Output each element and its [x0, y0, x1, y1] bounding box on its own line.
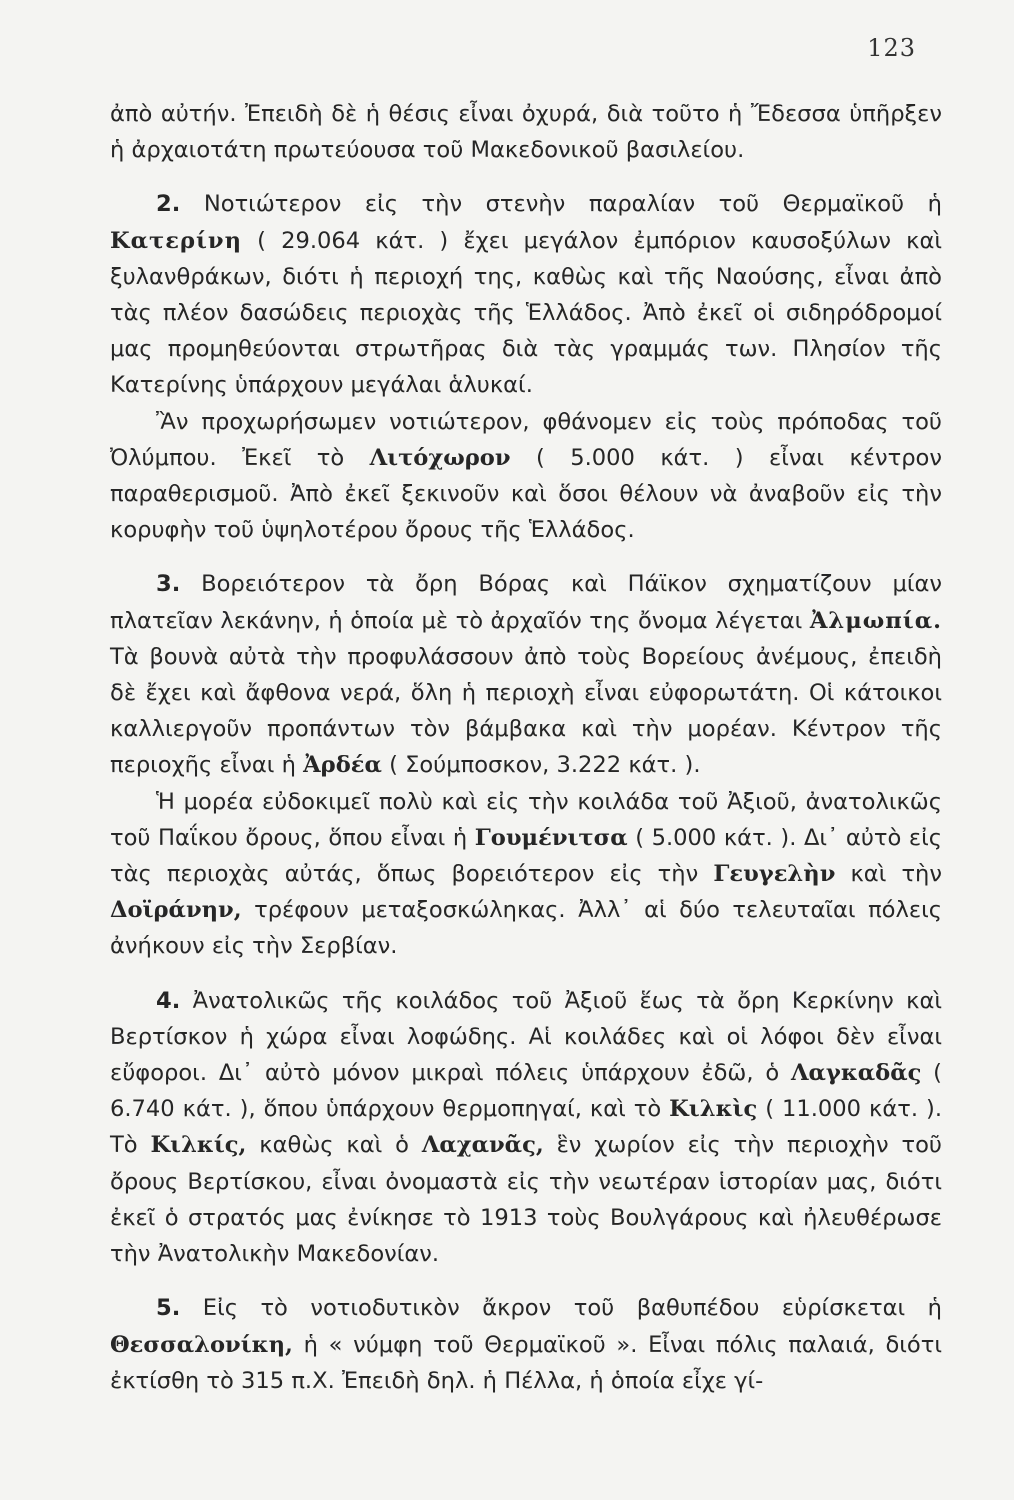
paragraph-continuation	[110, 96, 942, 168]
place-name-litochoro: Λιτόχωρον	[369, 444, 511, 471]
paragraph-2	[110, 186, 942, 403]
text-run: ἓν χωρίον εἰς τὴν περιοχὴν τοῦ ὄρους Βερτίσκου, εἶναι ὀνομαστὰ εἰς τὴν νεωτέραν ἱστορίαν μας, διότι ἐκεῖ ὁ στρατός μας ἐνίκησε τὸ 1913 τοὺς Βουλγάρους καὶ ἠλευθέρωσε τὴν Ἀνατολικὴν Μακεδονίαν.	[110, 1132, 942, 1268]
text-run: ( 6.740 κάτ. ), ὅπου ὑπάρχουν θερμοπηγαί, καὶ τὸ	[110, 1060, 942, 1123]
paragraph-4	[110, 983, 942, 1273]
place-name-thessaloniki: Θεσσαλονίκη,	[110, 1331, 293, 1358]
place-name-kilkis-2: Κιλκίς,	[150, 1132, 247, 1159]
place-name-katerini: Κατερίνη	[110, 227, 243, 254]
text-run: Νοτιώτερον εἰς τὴν στενὴν παραλίαν τοῦ Θερμαϊκοῦ ἡ	[180, 191, 942, 218]
place-name-lachanas: Λαχανᾶς,	[421, 1132, 544, 1159]
place-name-kilkis: Κιλκὶς	[669, 1096, 758, 1123]
paragraph-olympus	[110, 404, 942, 549]
text-run: Εἰς τὸ νοτιοδυτικὸν ἄκρον τοῦ βαθυπέδου εὑρίσκεται ἡ	[180, 1295, 942, 1322]
text-run: Τὰ βουνὰ αὐτὰ τὴν προφυλάσσουν ἀπὸ τοὺς Βορείους ἀνέμους, ἐπειδὴ δὲ ἔχει καὶ ἄφθονα νερά, ὅλη ἡ περιοχὴ εἶναι εὐφορωτάτη. Οἱ κάτοικοι καλλιεργοῦν προπάντων τὸν βάμβακα καὶ τὴν μορέαν. Κέντρον τῆς περιοχῆς εἶναι ἡ	[110, 643, 942, 779]
text-run: ( 11.000 κάτ. ). Τὸ	[110, 1096, 942, 1159]
text-run: ( 5.000 κάτ. ) εἶναι κέντρον παραθερισμοῦ. Ἀπὸ ἐκεῖ ξεκινοῦν καὶ ὅσοι θέλουν νὰ ἀναβοῦν εἰς τὴν κορυφὴν τοῦ ὑψηλοτέρου ὄρους τῆς Ἑλλάδος.	[110, 444, 942, 544]
paragraph-5	[110, 1290, 942, 1399]
paragraph-axios	[110, 784, 942, 965]
section-number: 3.	[156, 571, 181, 598]
text-run: ( 5.000 κάτ. ). Δι᾿ αὐτὸ εἰς τὰς περιοχὰς αὐτάς, ὅπως βορειότερον εἰς τὴν	[110, 824, 942, 888]
text-run: ἡ « νύμφη τοῦ Θερμαϊκοῦ ». Εἶναι πόλις παλαιά, διότι ἐκτίσθη τὸ 315 π.Χ. Ἐπειδὴ δηλ. ἡ Πέλλα, ἡ ὁποία εἶχε γί-	[110, 1331, 942, 1394]
text-run: Ἀνατολικῶς τῆς κοιλάδος τοῦ Ἀξιοῦ ἕως τὰ ὄρη Κερκίνην καὶ Βερτίσκον ἡ χώρα εἶναι λοφώδης. Αἱ κοιλάδες καὶ οἱ λόφοι δὲν εἶναι εὔφοροι. Δι᾿ αὐτὸ μόνον μικραὶ πόλεις ὑπάρχουν ἐδῶ, ὁ	[110, 987, 942, 1087]
text-run: Ἡ μορέα εὐδοκιμεῖ πολὺ καὶ εἰς τὴν κοιλάδα τοῦ Ἀξιοῦ, ἀνατολικῶς τοῦ Παΐκου ὄρους, ὅπου εἶναι ἡ	[110, 788, 942, 851]
paragraph-3	[110, 566, 942, 783]
place-name-goumenitsa: Γουμένιτσα	[474, 824, 628, 851]
place-name-gevgelija: Γευγελὴν	[713, 861, 836, 888]
text-run: ( Σούμποσκον, 3.222 κάτ. ).	[381, 752, 701, 779]
text-run: ( 29.064 κάτ. ) ἔχει μεγάλον ἐμπόριον καυσοξύλων καὶ ξυλανθράκων, διότι ἡ περιοχή της, καθὼς καὶ τῆς Ναούσης, εἶναι ἀπὸ τὰς πλέον δασώδεις περιοχὰς τῆς Ἑλλάδος. Ἀπὸ ἐκεῖ οἱ σιδηρόδρομοί μας προμηθεύονται στρωτῆρας διὰ τὰς γραμμάς των. Πλησίον τῆς Κατερίνης ὑπάρχουν μεγάλαι ἁλυκαί.	[110, 227, 942, 399]
section-number: 2.	[156, 191, 181, 218]
text-run: ἀπὸ αὐτήν. Ἐπειδὴ δὲ ἡ θέσις εἶναι ὀχυρά, διὰ τοῦτο ἡ Ἔδεσσα ὑπῆρξεν ἡ ἀρχαιοτάτη πρωτεύουσα τοῦ Μακεδονικοῦ βασιλείου.	[110, 101, 942, 164]
text-run: Βορειότερον τὰ ὄρη Βόρας καὶ Πάϊκον σχηματίζουν μίαν πλατεῖαν λεκάνην, ἡ ὁποία μὲ τὸ ἀρχαῖόν της ὄνομα λέγεται	[110, 571, 942, 634]
text-run: καθὼς καὶ ὁ	[246, 1132, 422, 1159]
section-number: 4.	[156, 987, 181, 1014]
place-name-doirani: Δοϊράνην,	[110, 897, 242, 924]
text-run: τρέφουν μεταξοσκώληκας. Ἀλλ᾿ αἱ δύο τελευταῖαι πόλεις ἀνήκουν εἰς τὴν Σερβίαν.	[110, 897, 942, 960]
place-name-almopia: Ἀλμωπία.	[809, 607, 942, 634]
body-text	[110, 96, 942, 1399]
section-number: 5.	[156, 1295, 181, 1322]
place-name-ardea: Ἀρδέα	[303, 752, 382, 779]
text-run: καὶ τὴν	[835, 861, 942, 888]
place-name-lagadas: Λαγκαδᾶς	[790, 1060, 922, 1087]
page-number: 123	[867, 34, 916, 62]
text-run: Ἂν προχωρήσωμεν νοτιώτερον, φθάνομεν εἰς τοὺς πρόποδας τοῦ Ὀλύμπου. Ἐκεῖ τὸ	[110, 408, 942, 471]
